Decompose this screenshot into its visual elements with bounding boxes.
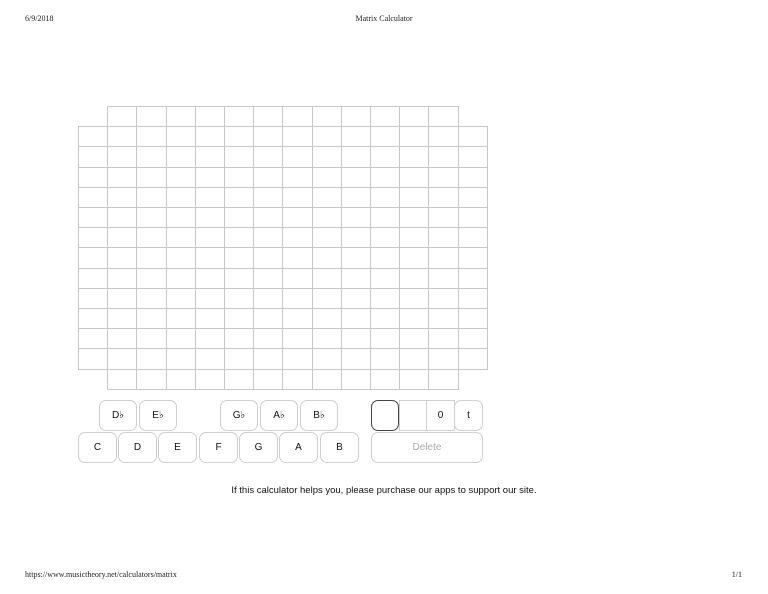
matrix-cell bbox=[370, 227, 400, 248]
matrix-cell bbox=[195, 348, 225, 369]
matrix-cell bbox=[312, 207, 342, 228]
matrix-row-label-cell bbox=[458, 348, 488, 369]
matrix-cell bbox=[136, 328, 166, 349]
matrix-cell bbox=[253, 146, 283, 167]
matrix-cell bbox=[312, 227, 342, 248]
matrix-cell bbox=[282, 207, 312, 228]
matrix-cell bbox=[224, 328, 254, 349]
matrix-cell bbox=[136, 308, 166, 329]
matrix-cell bbox=[107, 227, 137, 248]
matrix-bottom-label-cell bbox=[312, 369, 342, 390]
matrix-cell bbox=[370, 308, 400, 329]
matrix-cell bbox=[224, 288, 254, 309]
matrix-row-label-cell bbox=[458, 308, 488, 329]
matrix-cell bbox=[195, 146, 225, 167]
key-e[interactable]: E bbox=[158, 432, 197, 463]
matrix-row-label-cell bbox=[458, 288, 488, 309]
matrix-cell bbox=[224, 167, 254, 188]
matrix-cell bbox=[195, 268, 225, 289]
matrix-cell bbox=[341, 268, 371, 289]
matrix-cell bbox=[195, 187, 225, 208]
matrix-cell bbox=[399, 268, 429, 289]
matrix-cell bbox=[428, 126, 458, 147]
key-b-flat[interactable]: B♭ bbox=[300, 400, 338, 431]
matrix-cell bbox=[224, 126, 254, 147]
matrix-cell bbox=[136, 288, 166, 309]
matrix-bottom-label-cell bbox=[253, 369, 283, 390]
matrix-cell bbox=[224, 348, 254, 369]
matrix-cell bbox=[107, 207, 137, 228]
matrix-cell bbox=[136, 348, 166, 369]
matrix-cell bbox=[224, 308, 254, 329]
matrix-cell bbox=[136, 268, 166, 289]
matrix-cell bbox=[312, 247, 342, 268]
key-d-flat[interactable]: D♭ bbox=[99, 400, 137, 431]
matrix-cell bbox=[195, 247, 225, 268]
matrix-cell bbox=[370, 348, 400, 369]
matrix-cell bbox=[399, 146, 429, 167]
matrix-cell bbox=[370, 328, 400, 349]
matrix-cell bbox=[136, 207, 166, 228]
matrix-row-label-cell bbox=[78, 328, 108, 349]
matrix-cell bbox=[370, 167, 400, 188]
matrix-row-label-cell bbox=[78, 227, 108, 248]
matrix-cell bbox=[341, 187, 371, 208]
matrix-top-label-cell bbox=[107, 106, 137, 127]
matrix-cell bbox=[312, 268, 342, 289]
matrix-row-label-cell bbox=[78, 167, 108, 188]
matrix-top-label-cell bbox=[312, 106, 342, 127]
matrix-cell bbox=[282, 227, 312, 248]
matrix-cell bbox=[166, 247, 196, 268]
matrix-row-label-cell bbox=[78, 308, 108, 329]
matrix-cell bbox=[136, 247, 166, 268]
matrix-cell bbox=[428, 207, 458, 228]
matrix-cell bbox=[166, 288, 196, 309]
matrix-cell bbox=[195, 207, 225, 228]
matrix-row-label-cell bbox=[78, 146, 108, 167]
matrix-row-label-cell bbox=[458, 126, 488, 147]
matrix-cell bbox=[107, 167, 137, 188]
entry-blank-cell[interactable] bbox=[399, 400, 427, 431]
matrix-cell bbox=[107, 348, 137, 369]
matrix-cell bbox=[399, 348, 429, 369]
matrix-top-label-cell bbox=[224, 106, 254, 127]
matrix-cell bbox=[107, 308, 137, 329]
matrix-cell bbox=[253, 207, 283, 228]
matrix-cell bbox=[370, 207, 400, 228]
matrix-cell bbox=[428, 268, 458, 289]
matrix-cell bbox=[282, 328, 312, 349]
key-c[interactable]: C bbox=[78, 432, 117, 463]
matrix-cell bbox=[136, 146, 166, 167]
support-message: If this calculator helps you, please purchase our apps to support our site. bbox=[231, 485, 537, 496]
matrix-cell bbox=[399, 308, 429, 329]
matrix-cell bbox=[312, 187, 342, 208]
matrix-cell bbox=[428, 187, 458, 208]
matrix-cell bbox=[253, 247, 283, 268]
matrix-cell bbox=[166, 167, 196, 188]
matrix-cell bbox=[253, 167, 283, 188]
matrix-row-label-cell bbox=[458, 207, 488, 228]
key-ten[interactable]: 0 bbox=[426, 400, 455, 431]
matrix-cell bbox=[136, 167, 166, 188]
matrix-cell bbox=[166, 348, 196, 369]
matrix-cell bbox=[399, 288, 429, 309]
matrix-cell bbox=[195, 167, 225, 188]
matrix-top-label-cell bbox=[166, 106, 196, 127]
matrix-bottom-label-cell bbox=[370, 369, 400, 390]
matrix-row-label-cell bbox=[78, 126, 108, 147]
matrix-row-label-cell bbox=[78, 187, 108, 208]
matrix-row-label-cell bbox=[458, 146, 488, 167]
matrix-cell bbox=[282, 348, 312, 369]
matrix-top-label-cell bbox=[253, 106, 283, 127]
matrix-cell bbox=[428, 288, 458, 309]
matrix-cell bbox=[282, 268, 312, 289]
matrix-row-label-cell bbox=[78, 348, 108, 369]
matrix-cell bbox=[312, 146, 342, 167]
matrix-cell bbox=[166, 328, 196, 349]
page-number: 1/1 bbox=[731, 570, 742, 579]
matrix-row-label-cell bbox=[78, 207, 108, 228]
page-title: Matrix Calculator bbox=[355, 14, 413, 23]
matrix-bottom-label-cell bbox=[195, 369, 225, 390]
matrix-cell bbox=[428, 227, 458, 248]
matrix-cell bbox=[166, 207, 196, 228]
matrix-top-label-cell bbox=[195, 106, 225, 127]
matrix-cell bbox=[428, 348, 458, 369]
matrix-cell bbox=[341, 146, 371, 167]
matrix-cell bbox=[253, 288, 283, 309]
key-f[interactable]: F bbox=[199, 432, 238, 463]
matrix-cell bbox=[399, 167, 429, 188]
matrix-bottom-label-cell bbox=[341, 369, 371, 390]
matrix-bottom-label-cell bbox=[399, 369, 429, 390]
matrix-cell bbox=[370, 288, 400, 309]
matrix-cell bbox=[166, 227, 196, 248]
matrix-bottom-label-cell bbox=[224, 369, 254, 390]
matrix-cell bbox=[195, 288, 225, 309]
matrix-cell bbox=[341, 126, 371, 147]
matrix-cell bbox=[107, 288, 137, 309]
matrix-cell bbox=[166, 308, 196, 329]
matrix-cell bbox=[312, 308, 342, 329]
matrix-cell bbox=[253, 268, 283, 289]
matrix-cell bbox=[341, 247, 371, 268]
matrix-cell bbox=[107, 328, 137, 349]
matrix-cell bbox=[399, 328, 429, 349]
key-eleven[interactable]: t bbox=[454, 400, 483, 431]
matrix-cell bbox=[224, 207, 254, 228]
matrix-cell bbox=[107, 126, 137, 147]
delete-button[interactable]: Delete bbox=[371, 432, 483, 463]
matrix-top-label-cell bbox=[136, 106, 166, 127]
matrix-cell bbox=[341, 227, 371, 248]
key-e-flat[interactable]: E♭ bbox=[139, 400, 177, 431]
matrix-top-label-cell bbox=[370, 106, 400, 127]
matrix-cell bbox=[166, 187, 196, 208]
matrix-cell bbox=[428, 308, 458, 329]
key-a-flat[interactable]: A♭ bbox=[260, 400, 298, 431]
matrix-cell bbox=[282, 288, 312, 309]
matrix-cell bbox=[341, 167, 371, 188]
matrix-row-label-cell bbox=[78, 288, 108, 309]
matrix-cell bbox=[370, 247, 400, 268]
matrix-cell bbox=[341, 288, 371, 309]
key-a[interactable]: A bbox=[279, 432, 318, 463]
matrix-row-label-cell bbox=[458, 328, 488, 349]
matrix-cell bbox=[224, 247, 254, 268]
matrix-row-label-cell bbox=[458, 247, 488, 268]
matrix-cell bbox=[166, 146, 196, 167]
matrix-bottom-label-cell bbox=[136, 369, 166, 390]
matrix-cell bbox=[253, 126, 283, 147]
matrix-cell bbox=[166, 268, 196, 289]
matrix-top-label-cell bbox=[428, 106, 458, 127]
matrix-cell bbox=[253, 308, 283, 329]
print-url: https://www.musictheory.net/calculators/matrix bbox=[25, 570, 177, 579]
matrix-cell bbox=[399, 247, 429, 268]
matrix-cell bbox=[399, 227, 429, 248]
matrix-top-label-cell bbox=[399, 106, 429, 127]
matrix-cell bbox=[370, 126, 400, 147]
matrix-cell bbox=[312, 126, 342, 147]
matrix-cell bbox=[370, 146, 400, 167]
entry-cursor-field[interactable] bbox=[371, 400, 399, 431]
matrix-bottom-label-cell bbox=[282, 369, 312, 390]
matrix-cell bbox=[312, 167, 342, 188]
matrix-cell bbox=[224, 268, 254, 289]
matrix-cell bbox=[428, 167, 458, 188]
matrix-cell bbox=[282, 187, 312, 208]
matrix-cell bbox=[399, 207, 429, 228]
matrix-cell bbox=[253, 328, 283, 349]
print-date: 6/9/2018 bbox=[25, 14, 54, 23]
matrix-cell bbox=[428, 247, 458, 268]
matrix-cell bbox=[107, 146, 137, 167]
matrix-cell bbox=[312, 328, 342, 349]
matrix-cell bbox=[166, 126, 196, 147]
matrix-cell bbox=[282, 247, 312, 268]
matrix-cell bbox=[341, 308, 371, 329]
matrix-cell bbox=[224, 187, 254, 208]
matrix-cell bbox=[195, 227, 225, 248]
matrix-cell bbox=[312, 348, 342, 369]
key-g-flat[interactable]: G♭ bbox=[220, 400, 258, 431]
matrix-cell bbox=[399, 187, 429, 208]
matrix-cell bbox=[312, 288, 342, 309]
matrix-cell bbox=[107, 268, 137, 289]
matrix-cell bbox=[282, 146, 312, 167]
matrix-cell bbox=[341, 348, 371, 369]
matrix-row-label-cell bbox=[458, 268, 488, 289]
matrix-cell bbox=[107, 187, 137, 208]
matrix-cell bbox=[428, 146, 458, 167]
matrix-cell bbox=[107, 247, 137, 268]
matrix-bottom-label-cell bbox=[166, 369, 196, 390]
matrix-cell bbox=[341, 207, 371, 228]
matrix-cell bbox=[341, 328, 371, 349]
matrix-cell bbox=[224, 227, 254, 248]
matrix-row-label-cell bbox=[78, 268, 108, 289]
matrix-cell bbox=[253, 348, 283, 369]
matrix-cell bbox=[136, 227, 166, 248]
matrix-top-label-cell bbox=[341, 106, 371, 127]
matrix-cell bbox=[282, 126, 312, 147]
matrix-row-label-cell bbox=[78, 247, 108, 268]
matrix-cell bbox=[253, 227, 283, 248]
matrix-cell bbox=[282, 308, 312, 329]
matrix-cell bbox=[370, 268, 400, 289]
matrix-cell bbox=[195, 308, 225, 329]
matrix-cell bbox=[399, 126, 429, 147]
matrix-cell bbox=[195, 126, 225, 147]
matrix-row-label-cell bbox=[458, 167, 488, 188]
matrix-cell bbox=[136, 126, 166, 147]
matrix-row-label-cell bbox=[458, 227, 488, 248]
matrix-row-label-cell bbox=[458, 187, 488, 208]
matrix-top-label-cell bbox=[282, 106, 312, 127]
matrix-cell bbox=[370, 187, 400, 208]
matrix-cell bbox=[282, 167, 312, 188]
matrix-bottom-label-cell bbox=[107, 369, 137, 390]
matrix-bottom-label-cell bbox=[428, 369, 458, 390]
key-b[interactable]: B bbox=[320, 432, 359, 463]
key-d[interactable]: D bbox=[118, 432, 157, 463]
matrix-cell bbox=[195, 328, 225, 349]
matrix-cell bbox=[428, 328, 458, 349]
matrix-cell bbox=[253, 187, 283, 208]
key-g[interactable]: G bbox=[239, 432, 278, 463]
matrix-cell bbox=[224, 146, 254, 167]
matrix-cell bbox=[136, 187, 166, 208]
